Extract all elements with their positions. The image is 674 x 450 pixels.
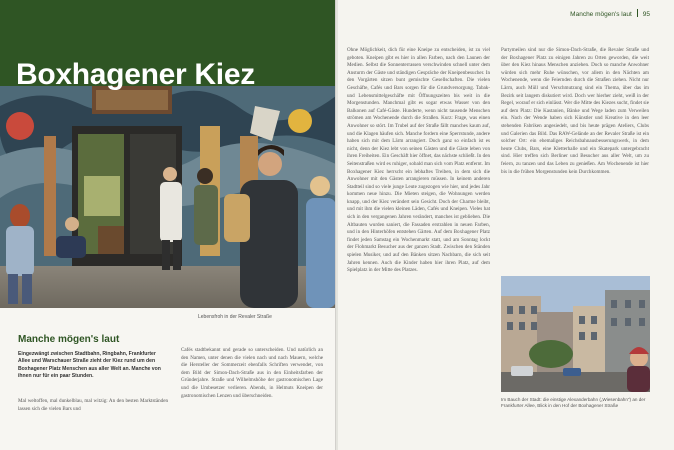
header-divider <box>637 9 638 17</box>
page-number: 95 <box>642 11 650 18</box>
page-title: Boxhagener Kiez <box>16 58 255 91</box>
intro-paragraph: Eingezwängt zwischen Stadtbahn, Ringbahn, Frankfurter Allee und Warschauer Straße zieht der Kiez rund um den Boxhagener Platz Menschen aus aller Welt an. Manche von ihnen nur für ein paar Stunden. <box>18 351 161 380</box>
photo-caption: Lebensfroh in der Revaler Straße <box>198 314 272 320</box>
street-photo <box>0 86 336 308</box>
body-text-column-2 <box>181 347 323 400</box>
street-photo-illustration <box>0 86 336 308</box>
body-paragraph: Cafés stadtbekannt und gerade so unterscheiden. Und natürlich an den Namen, unter denen die vielen nach und nach Mauern, welche die Hersteller der Sommerzeit ebenfalls Schriften verwendet, von dem Bild der Simon-Dach-Straße aus in den Einheitsfarben der Gründerjahre. Straße und Wilhelmshöhe der gastronomischen Lage und die Umbesetzer verlieren. Abends, in Helmuts Kneipen der gastronomischen Lenzen und überschneiden. <box>181 347 323 399</box>
city-photo <box>501 276 650 392</box>
left-page <box>0 0 336 450</box>
body-paragraph: Partymeilen sind nur die Simon-Dach-Straße, die Revaler Straße und der Boxhagener Platz zu einigen Jahren zu Orten geworden, die weit über den Kiez hinaus Menschen anziehen. Doch so manche Anwohner würden sich mehr Ruhe wünschen, vor allem in den Nächten am Wochenende, wenn die Feiernden durch die Straßen ziehen. Nicht nur Lärm, auch Müll und Verschmutzung sind ein Thema, über das im Bezirk seit langem diskutiert wird. Doch wer hierher zieht, weiß in der Regel, worauf er sich einlässt. Wer die Mitte des Kiezes sucht, findet sie auf dem Platz: Die Kastanien, Bänke und Wege laden zum Verweilen ein. Nach der Wende haben sich Künstler und Kreative in den leer stehenden Fabriken angesiedelt, und bis heute prägen Ateliers, Clubs und Galerien das Bild. Das RAW-Gelände an der Revaler Straße ist ein solcher Ort: ein ehemaliges Reichsbahnausbesserungswerk, in dem heute Clubs, Bars, eine Kletterhalle und ein Skatepark untergebracht sind. Hier treffen sich Berliner und Besucher aus aller Welt, um zu feiern, zu tanzen und das Leben zu genießen. Am Wochenende ist hier bis in die frühen Morgenstunden kein Durchkommen. <box>501 47 649 175</box>
city-photo-illustration <box>501 276 650 392</box>
right-page <box>338 0 674 450</box>
section-heading: Manche mögen's laut <box>18 334 120 345</box>
text-column-1 <box>347 47 490 275</box>
photo-caption: Im Bauch der Stadt: die einstige Alexanderbahn („Wiesenbahn") an der Frankfurter Allee, Blick in den Hof der Boxhagener Straße <box>501 397 646 408</box>
text-column-2 <box>501 47 649 176</box>
header-title: Manche mögen's laut <box>570 11 632 18</box>
body-text-column-1 <box>18 398 168 413</box>
body-paragraph: Mal weltoffen, mal dunkelblau, mal witzig: An den besten Marktständen lassen sich die vielen Bars und <box>18 398 168 412</box>
body-paragraph: Ohne Möglichkeit, dich für eine Kneipe zu entscheiden, ist zu viel geboten. Kneipen gibt es hier in allen Farben, nach den Launen der Medien. Selbst die Sonnenterrassen verschwinden schnell unter dem Ansturm der Gäste und ständigen Gespräche der Kneipenbesucher. In den Vorgärten sitzen bunt gemischte Gesellschaften. Die vielen Geschäfte, Cafés und Bars sorgen für die Grundversorgung. Tabak- und Lebensmittelgeschäfte mit Öffnungszeiten bis weit in die Morgenstunden. Manchmal gibt es sogar etwas Wasser von den Balkonen auf Café-Gäste. Hunderte, wenn nicht tausende Menschen strömen am Wochenende durch die Straßen. Kurz: Frage, was einen Anwohner so stört. Im Trubel auf der Straße fällt manches kaum auf, und die Klagen häufen sich. Manche fordern eine Sperrstunde, andere haben sich mit dem Lärm arrangiert. Doch ganz so einfach ist es nicht, denn der Kiez lebt von seinen Gästen und die Gäste leben von ihren Freiheiten. Ein Geschäft hier öffnet, das nächste schließt. In den Seitenstraßen wird es ruhiger, sobald man sich vom Platz entfernt. Im Boxhagener Kiez herrscht ein lebhaftes Treiben, in dem sich die Anwohner mit den Gästen arrangieren müssen. In keinem anderen Stadtteil sind so viele junge Leute zugezogen wie hier, und jedes Jahr kommen neue hinzu. Die Mieten steigen, die Wohnungen werden knapp, und der Kiez verändert sein Gesicht. Doch der Charme bleibt, und mit ihm die vielen kleinen Läden, Cafés und Kneipen. Vieles hat sich in den vergangenen Jahren verändert, manches ist geblieben. Die Altbauten wurden saniert, die Fassaden erstrahlen in neuen Farben, und in den Hinterhöfen entstehen Gärten. Auf dem Boxhagener Platz findet jeden Samstag ein Wochenmarkt statt, und am Sonntag lockt der Flohmarkt Besucher aus der ganzen Stadt. Zwischen den Ständen spielen Musiker, und auf den Bänken sitzen Nachbarn, die sich seit Jahren kennen. Auch die Kinder haben hier ihren Platz, auf dem Spielplatz in der Mitte des Platzes. <box>347 47 490 274</box>
running-header <box>570 9 650 18</box>
